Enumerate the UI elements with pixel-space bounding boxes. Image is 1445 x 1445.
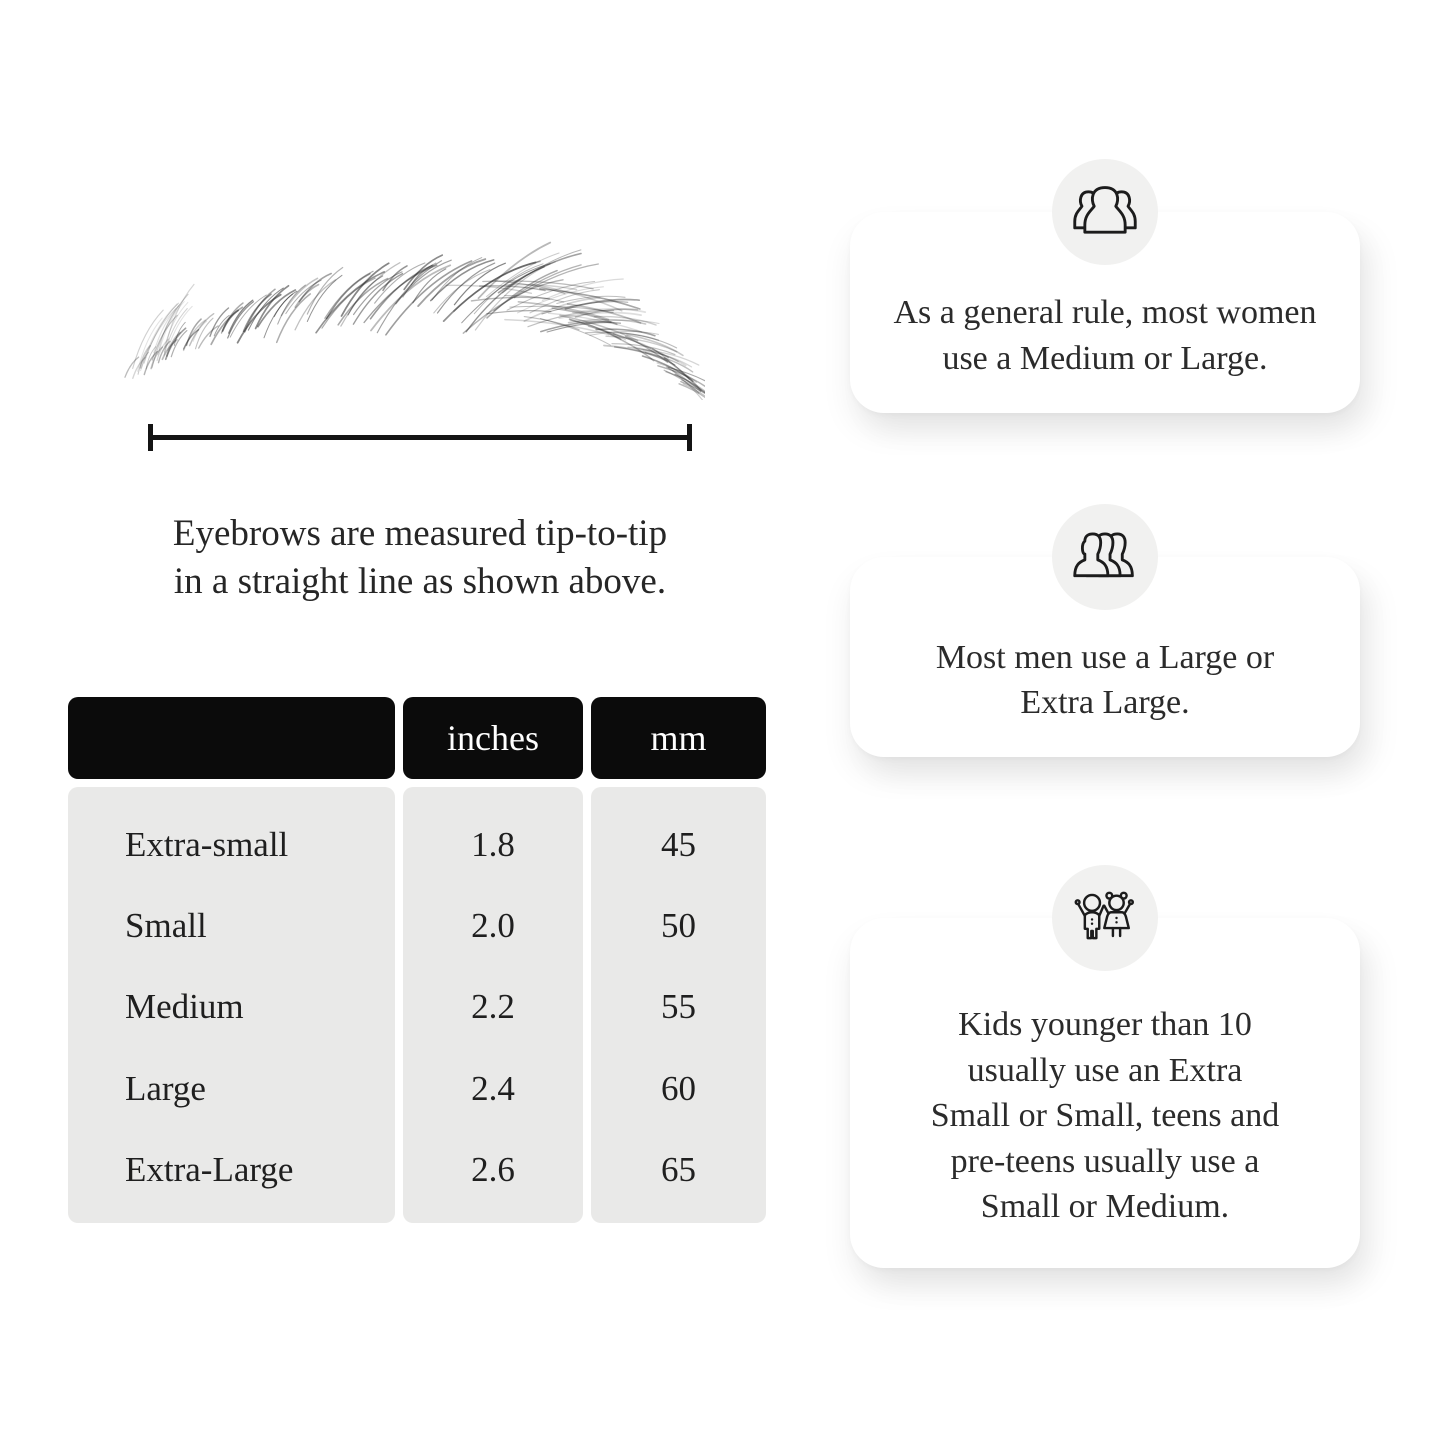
- size-table: [68, 697, 766, 1223]
- table-cell-inches: 1.8: [471, 824, 515, 864]
- table-cell-mm: 55: [661, 987, 696, 1027]
- table-row-label: Extra-Large: [125, 1149, 294, 1189]
- header-cell-blank: [68, 697, 395, 779]
- measurement-tick-left: [148, 424, 153, 451]
- info-card-kids: [850, 918, 1360, 1268]
- table-row-label: Small: [125, 905, 207, 945]
- caption-line-2: in a straight line as shown above.: [173, 561, 667, 602]
- men-group-icon-svg: [1069, 521, 1141, 593]
- kids-icon: [1052, 865, 1158, 971]
- header-cell-mm: mm: [591, 697, 766, 779]
- measurement-line: [148, 435, 692, 440]
- measurement-caption: [70, 510, 770, 606]
- table-cell-inches: 2.0: [471, 905, 515, 945]
- info-card-men: [850, 557, 1360, 757]
- women-group-icon: [1052, 159, 1158, 265]
- women-group-icon-svg: [1069, 176, 1141, 248]
- men-group-icon: [1052, 504, 1158, 610]
- card-women-line-1: As a general rule, most women: [893, 294, 1317, 331]
- card-kids-line-5: Small or Medium.: [980, 1188, 1230, 1226]
- size-table-header-row: [68, 697, 766, 779]
- info-card-women: [850, 212, 1360, 413]
- card-men-line-2: Extra Large.: [1020, 684, 1190, 721]
- card-men-line-1: Most men use a Large or: [935, 638, 1275, 676]
- table-row-label: Medium: [125, 987, 244, 1027]
- table-row-label: Extra-small: [125, 824, 289, 864]
- table-cell-inches: 2.2: [471, 987, 515, 1027]
- table-cell-inches: 2.6: [471, 1149, 515, 1189]
- table-cell-mm: 45: [661, 824, 696, 864]
- size-table-body: [68, 787, 766, 1223]
- card-women-line-2: use a Medium or Large.: [942, 339, 1268, 377]
- size-label-column: [68, 787, 395, 1223]
- table-row-label: Large: [125, 1068, 206, 1108]
- card-kids-line-2: usually use an Extra: [967, 1051, 1243, 1089]
- card-kids-line-4: pre-teens usually use a: [950, 1142, 1260, 1180]
- card-kids-line-3: Small or Small, teens and: [930, 1097, 1280, 1135]
- card-kids-line-1: Kids younger than 10: [958, 1006, 1252, 1044]
- mm-column: [591, 787, 766, 1223]
- caption-line-1: Eyebrows are measured tip-to-tip: [172, 513, 668, 554]
- header-cell-inches: inches: [403, 697, 583, 779]
- eyebrow-illustration: [105, 232, 705, 400]
- table-cell-mm: 60: [661, 1068, 696, 1108]
- table-cell-inches: 2.4: [471, 1068, 515, 1108]
- kids-icon-svg: [1069, 882, 1141, 954]
- measurement-tick-right: [687, 424, 692, 451]
- inches-column: [403, 787, 583, 1223]
- table-cell-mm: 50: [661, 905, 696, 945]
- table-cell-mm: 65: [661, 1149, 696, 1189]
